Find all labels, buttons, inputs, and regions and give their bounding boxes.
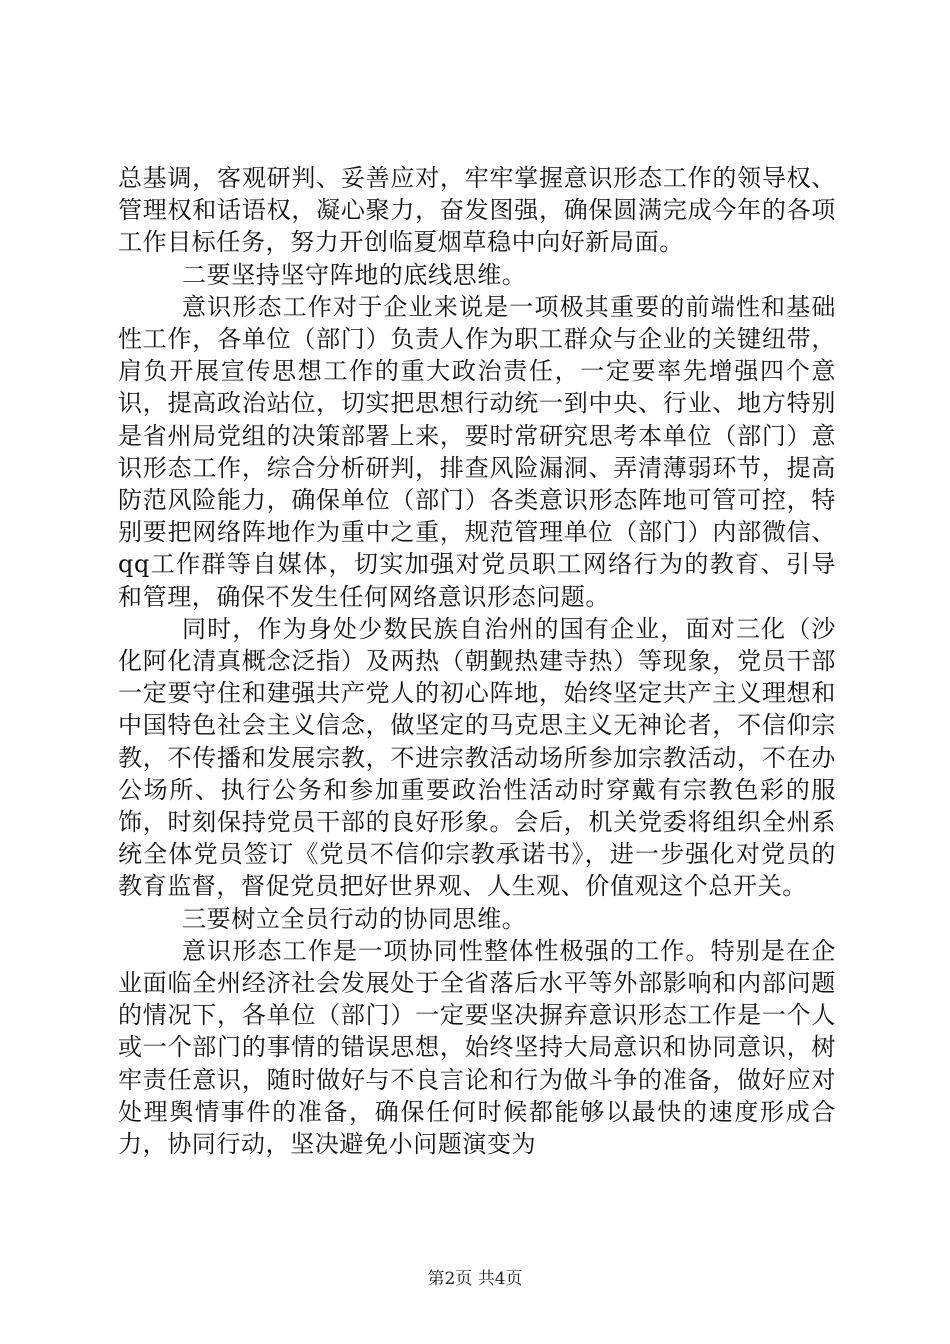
section-heading-three: 三要树立全员行动的协同思维。 [182,904,527,933]
section-heading-two: 二要坚持坚守阵地的底线思维。 [182,260,527,289]
paragraph-coordination: 意识形态工作是一项协同性整体性极强的工作。特别是在企业面临全州经济社会发展处于全省落后水平等外部影响和内部问题的情况下，各单位（部门）一定要坚决摒弃意识形态工作是一个人或一个部门的事情的错误思想，始终坚持大局意识和协同意识，树牢责任意识，随时做好与不良言论和行为做斗争的准备，做好应对处理舆情事件的准备，确保任何时候都能够以最快的速度形成合力，协同行动，坚决避免小问题演变为 [118,936,836,1159]
paragraph-party-members: 同时，作为身处少数民族自治州的国有企业，面对三化（沙化阿化清真概念泛指）及两热（朝觐热建寺热）等现象，党员干部一定要守住和建强共产党人的初心阵地，始终坚定共产主义理想和中国特色社会主义信念，做坚定的马克思主义无神论者，不信仰宗教，不传播和发展宗教，不进宗教活动场所参加宗教活动，不在办公场所、执行公务和参加重要政治性活动时穿戴有宗教色彩的服饰，时刻保持党员干部的良好形象。会后，机关党委将组织全州系统全体党员签订《党员不信仰宗教承诺书》，进一步强化对党员的教育监督，督促党员把好世界观、人生观、价值观这个总开关。 [118,614,836,901]
paragraph-ideology-frontline: 意识形态工作对于企业来说是一项极其重要的前端性和基础性工作，各单位（部门）负责人作为职工群众与企业的关键纽带，肩负开展宣传思想工作的重大政治责任，一定要率先增强四个意识，提高政治站位，切实把思想行动统一到中央、行业、地方特别是省州局党组的决策部署上来，要时常研究思考本单位（部门）意识形态工作，综合分析研判，排查风险漏洞、弄清薄弱环节，提高防范风险能力，确保单位（部门）各类意识形态阵地可管可控，特别要把网络阵地作为重中之重，规范管理单位（部门）内部微信、qq工作群等自媒体，切实加强对党员职工网络行为的教育、引导和管理，确保不发生任何网络意识形态问题。 [118,292,836,611]
page-number-footer: 第2页 共4页 [427,1269,523,1289]
paragraph-continuation: 总基调，客观研判、妥善应对，牢牢掌握意识形态工作的领导权、管理权和话语权，凝心聚力，奋发图强，确保圆满完成今年的各项工作目标任务，努力开创临夏烟草稳中向好新局面。 [118,164,836,257]
document-body [118,162,836,1160]
